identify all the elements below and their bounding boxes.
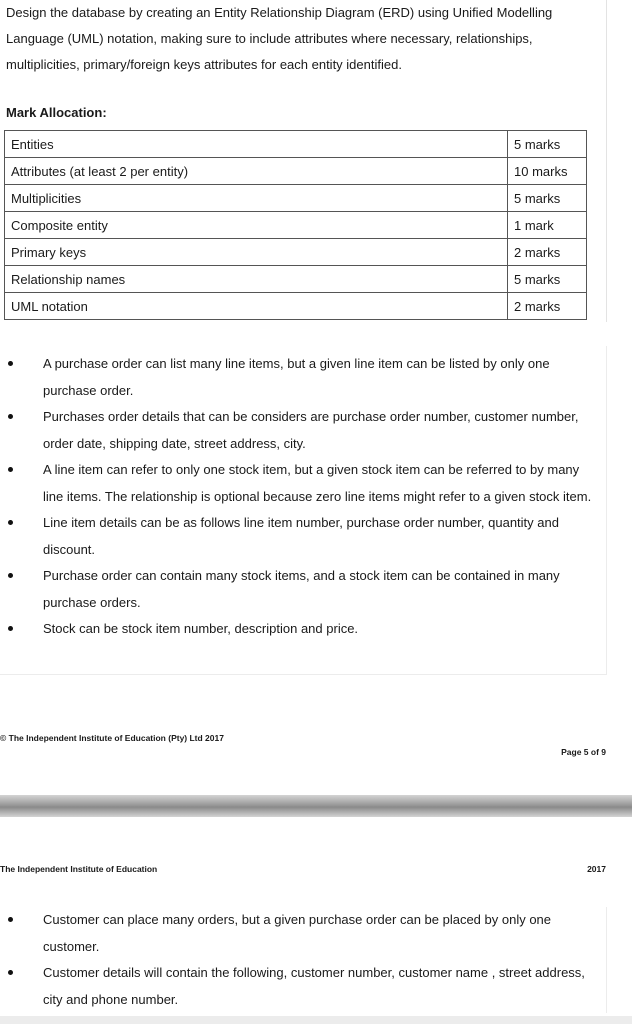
- list-item-text: Line item details can be as follows line item number, purchase order number, quantity and discount.: [43, 515, 559, 557]
- criterion-cell: Composite entity: [5, 212, 508, 239]
- requirements-list: [0, 351, 606, 643]
- list-item: [0, 616, 606, 643]
- criterion-cell: Entities: [5, 131, 508, 158]
- table-row: [5, 185, 587, 212]
- list-item-text: Purchases order details that can be considers are purchase order number, customer number, order date, shipping date, street address, city.: [43, 409, 579, 451]
- table-row: [5, 293, 587, 320]
- list-item-text: Stock can be stock item number, description and price.: [43, 621, 359, 636]
- marks-cell: 5 marks: [508, 131, 587, 158]
- list-item-text: Customer details will contain the following, customer number, customer name , street address, city and phone number.: [43, 965, 585, 1007]
- marks-cell: 2 marks: [508, 239, 587, 266]
- assignment-instructions: Design the database by creating an Entity Relationship Diagram (ERD) using Unified Modelling Language (UML) notation, making sure to include attributes where necessary, relationships, multiplicities, primary/foreign keys attributes for each entity identified.: [6, 5, 553, 72]
- list-item-text: A line item can refer to only one stock item, but a given stock item can be referred to by many line items. The relationship is optional because zero line items might refer to a given stock item.: [43, 462, 592, 504]
- list-item: [0, 457, 606, 510]
- table-row: [5, 158, 587, 185]
- list-item: [0, 960, 606, 1013]
- marks-cell: 1 mark: [508, 212, 587, 239]
- bullet-icon: [8, 917, 13, 922]
- list-item: [0, 563, 606, 616]
- requirements-list-page6: [0, 907, 606, 1013]
- criterion-cell: UML notation: [5, 293, 508, 320]
- bullet-icon: [8, 467, 13, 472]
- list-item-text: Customer can place many orders, but a given purchase order can be placed by only one customer.: [43, 912, 552, 954]
- marks-cell: 5 marks: [508, 185, 587, 212]
- bullet-icon: [8, 970, 13, 975]
- table-row: [5, 212, 587, 239]
- header-institute: The Independent Institute of Education: [0, 864, 158, 874]
- list-item-text: A purchase order can list many line items, but a given line item can be listed by only one purchase order.: [43, 356, 550, 398]
- marks-cell: 10 marks: [508, 158, 587, 185]
- marks-cell: 5 marks: [508, 266, 587, 293]
- criterion-cell: Attributes (at least 2 per entity): [5, 158, 508, 185]
- list-item: [0, 510, 606, 563]
- mark-allocation-table: [4, 130, 587, 320]
- list-item: [0, 907, 606, 960]
- marks-cell: 2 marks: [508, 293, 587, 320]
- bullet-icon: [8, 414, 13, 419]
- bottom-strip: [0, 1016, 632, 1024]
- footer-page-number: Page 5 of 9: [561, 747, 606, 757]
- page-separator: [0, 795, 632, 817]
- header-year: 2017: [587, 864, 606, 874]
- footer-copyright: © The Independent Institute of Education (Pty) Ltd 2017: [0, 733, 224, 743]
- list-item: [0, 351, 606, 404]
- list-item-text: Purchase order can contain many stock items, and a stock item can be contained in many purchase orders.: [43, 568, 560, 610]
- bullet-icon: [8, 361, 13, 366]
- bullet-icon: [8, 626, 13, 631]
- bullet-icon: [8, 573, 13, 578]
- table-row: [5, 239, 587, 266]
- list-item: [0, 404, 606, 457]
- mark-allocation-title: Mark Allocation:: [6, 105, 107, 120]
- table-row: [5, 131, 587, 158]
- criterion-cell: Primary keys: [5, 239, 508, 266]
- criterion-cell: Relationship names: [5, 266, 508, 293]
- bullet-icon: [8, 520, 13, 525]
- criterion-cell: Multiplicities: [5, 185, 508, 212]
- table-row: [5, 266, 587, 293]
